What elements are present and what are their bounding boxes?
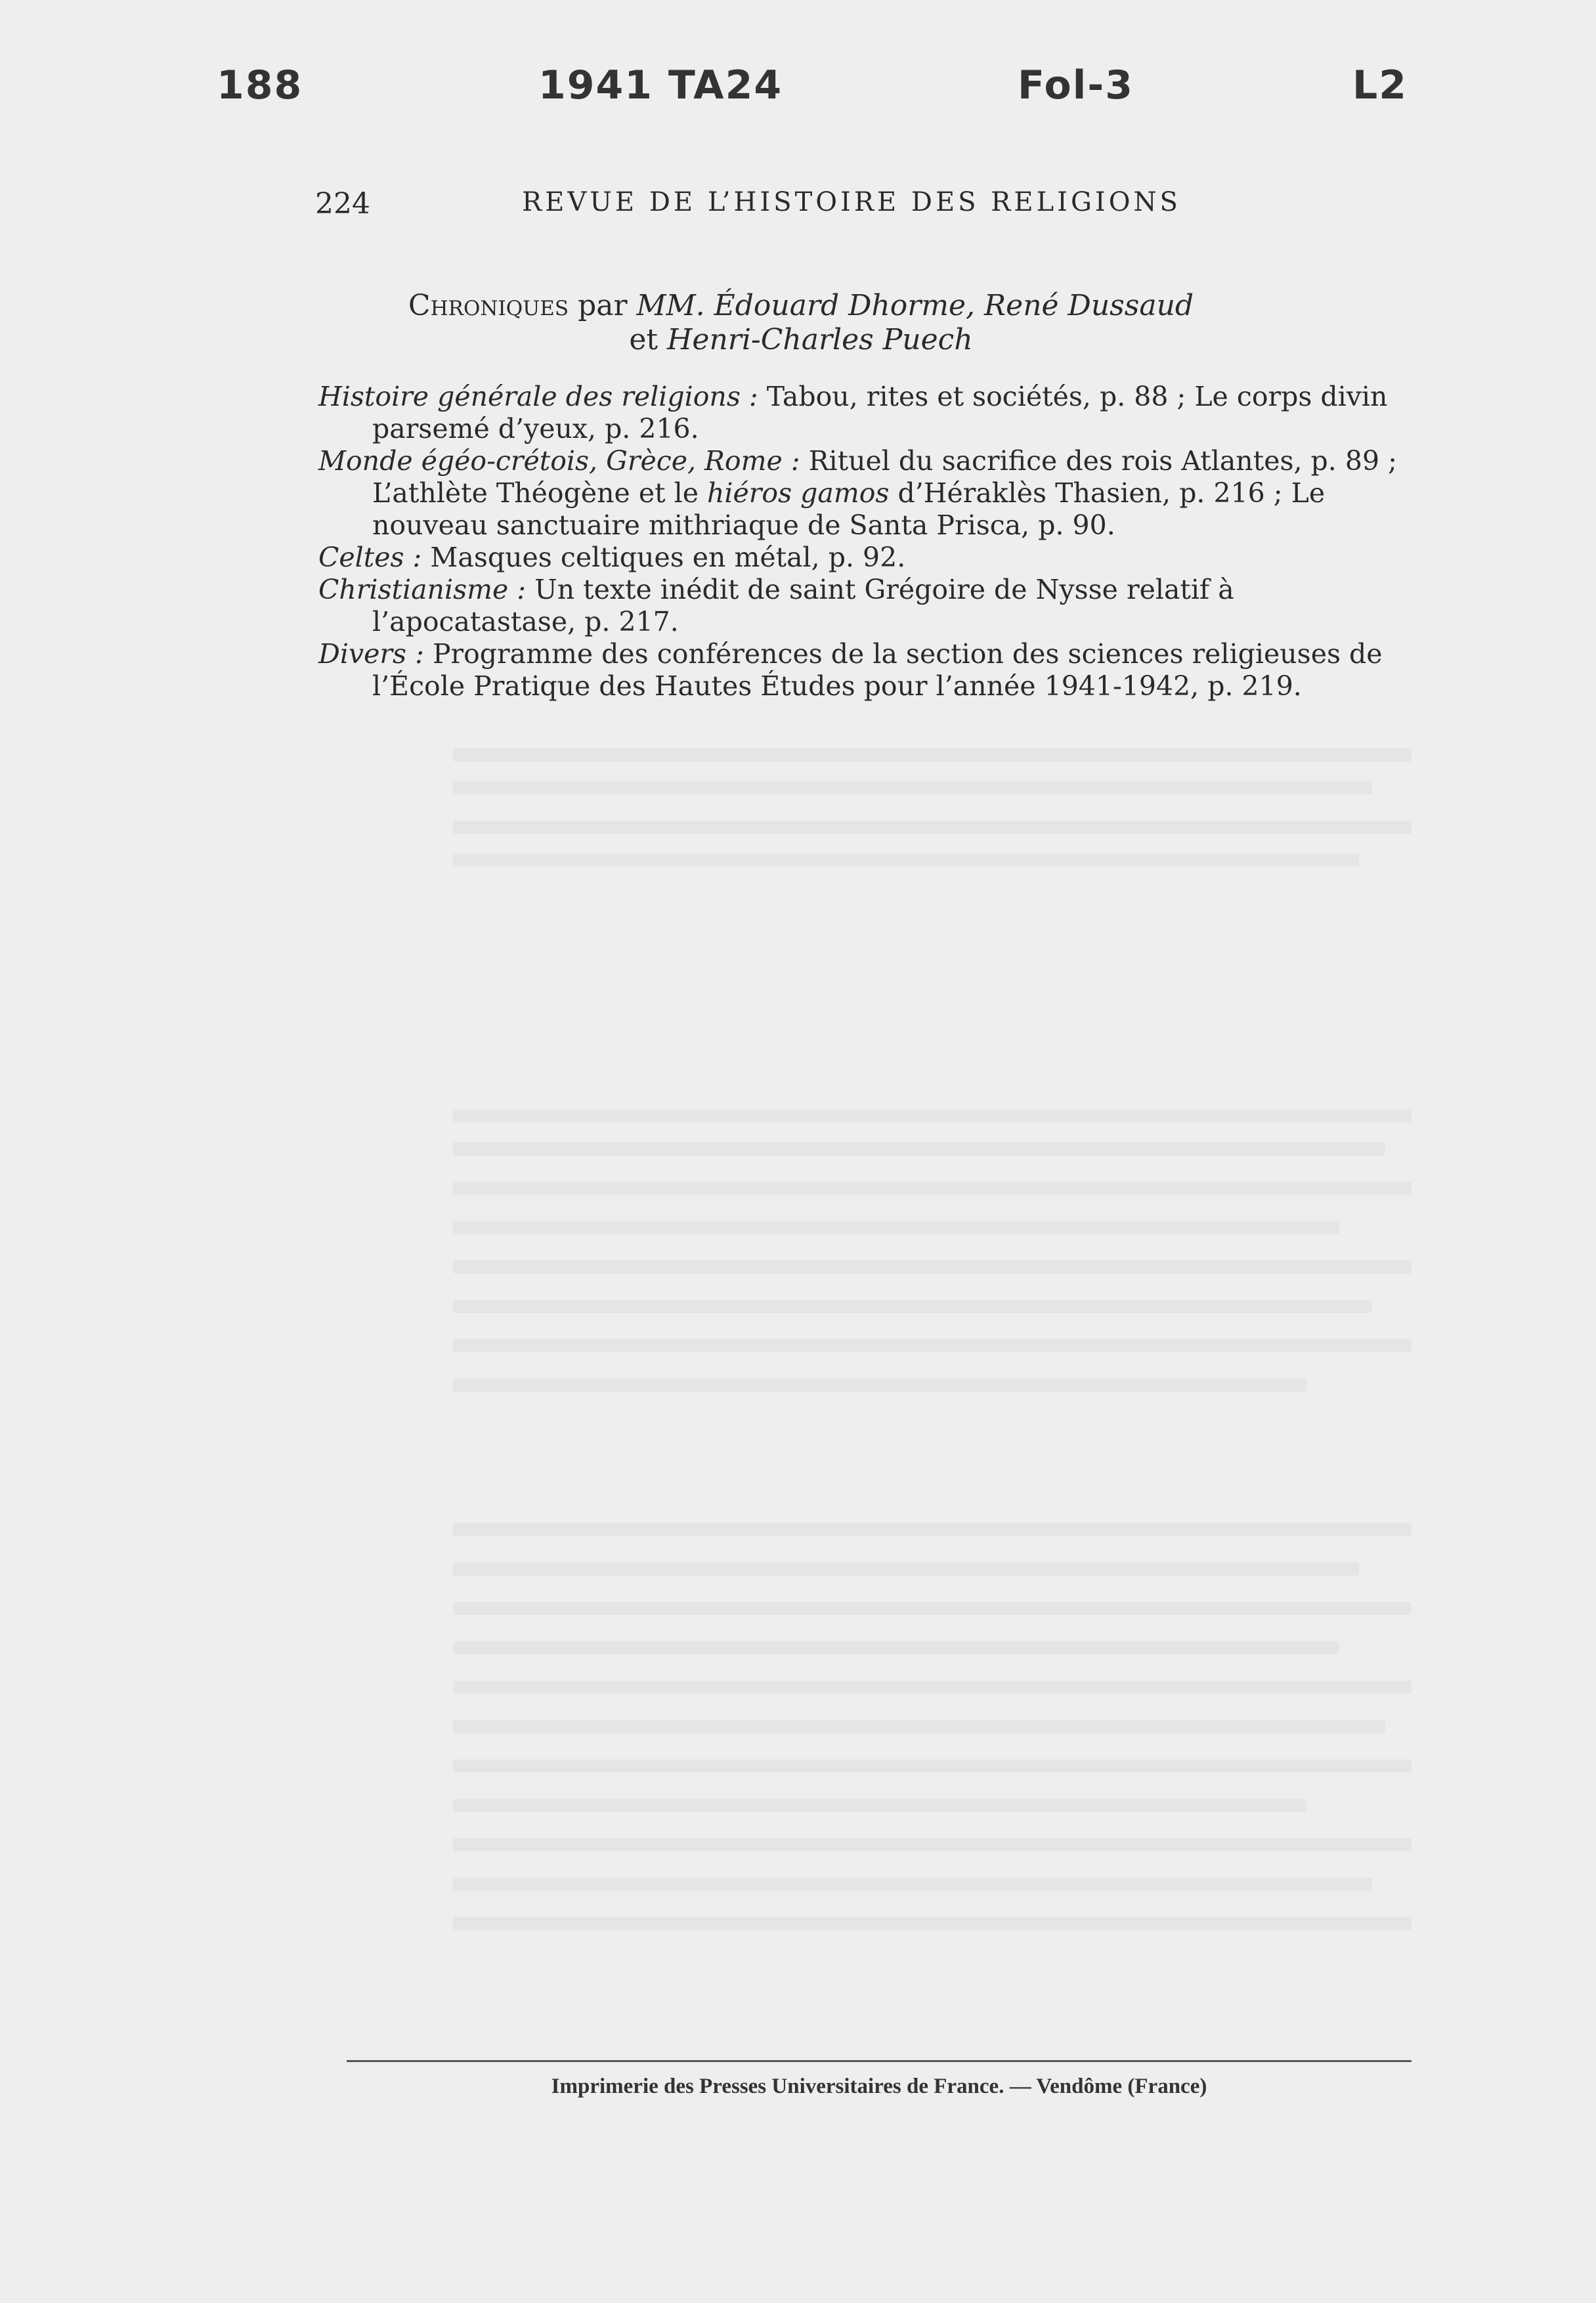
page-number: 224	[315, 187, 370, 221]
byline-par: par	[569, 289, 637, 322]
byline-lead: Chroniques	[408, 289, 569, 322]
chronicle-byline	[276, 289, 1326, 357]
byline-et: et	[629, 323, 668, 356]
entry-divers	[318, 638, 1421, 702]
entry-text: Un texte inédit de saint Grégoire de Nysse relatif à l’apocatastase, p. 217.	[372, 574, 1234, 637]
entry-text: Masques celtiques en métal, p. 92.	[421, 542, 906, 573]
entry-christianisme	[318, 574, 1421, 638]
handwritten-annotation-right: L2	[1352, 62, 1408, 108]
byline-authors-line1: MM. Édouard Dhorme, René Dussaud	[636, 289, 1194, 322]
chronicle-entries	[318, 381, 1421, 702]
handwritten-annotation-left: 188	[217, 62, 303, 108]
entry-text: d’Héraklès Thasien, p. 216 ; Le nouveau sanctuaire mithriaque de Santa Prisca, p. 90.	[372, 477, 1326, 541]
entry-heading: Monde égéo-crétois, Grèce, Rome :	[318, 445, 800, 477]
byline-authors-line2: Henri-Charles Puech	[667, 323, 973, 356]
entry-text: Programme des conférences de la section des sciences religieuses de l’École Pratique des Hautes Études pour l’année 1941-1942, p. 219.	[372, 638, 1383, 702]
entry-text: Tabou, rites et sociétés, p. 88 ; Le corps divin parsemé d’yeux, p. 216.	[372, 381, 1388, 444]
entry-heading: Divers :	[318, 638, 424, 670]
entry-histoire-generale	[318, 381, 1421, 445]
handwritten-annotation-center-left: 1941 TA24	[538, 62, 783, 108]
entry-italic-term: hiéros gamos	[707, 477, 890, 509]
running-head: REVUE DE L’HISTOIRE DES RELIGIONS	[522, 187, 1181, 217]
entry-text: Rituel du sacrifice des rois Atlantes, p. 89 ; L’athlète Théogène et le	[372, 445, 1397, 509]
entry-celtes	[318, 542, 1421, 574]
handwritten-annotation-center-right: Fol-3	[1018, 62, 1134, 108]
entry-heading: Christianisme :	[318, 574, 527, 605]
footer-rule	[347, 2060, 1412, 2062]
entry-monde-egeo-cretois	[318, 445, 1421, 542]
printer-imprint: Imprimerie des Presses Universitaires de France. — Vendôme (France)	[551, 2075, 1207, 2098]
entry-heading: Histoire générale des religions :	[318, 381, 758, 412]
entry-heading: Celtes :	[318, 542, 422, 573]
